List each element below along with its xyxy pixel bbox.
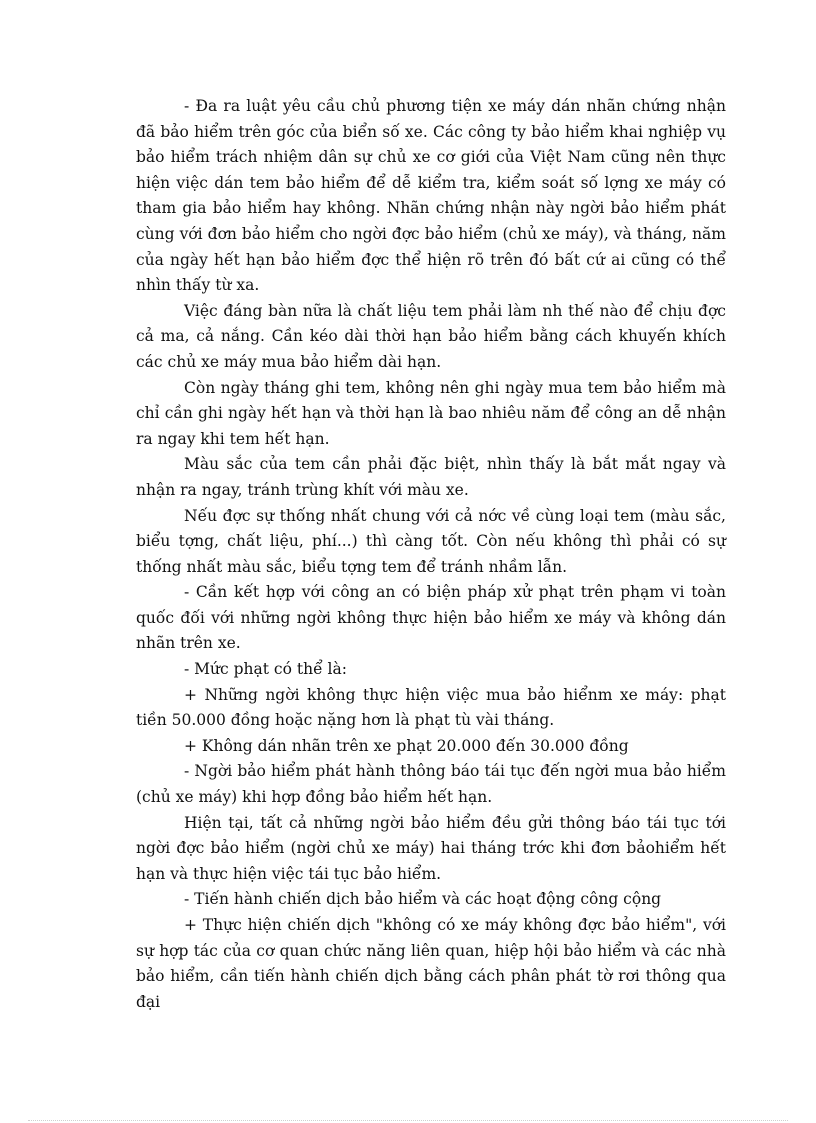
paragraph-national-uniformity: Nếu đợc sự thống nhất chung với cả nớc về cùng loại tem (màu sắc, biểu tợng, chất liệu, phí...) thì càng tốt. Còn nếu không thì phải có sự thống nhất màu sắc, biểu tợng tem để tránh nhầm lẫn. (136, 506, 726, 576)
paragraph-sticker-material: Việc đáng bàn nữa là chất liệu tem phải làm nh thế nào để chịu đợc cả ma, cả nắng. Cần kéo dài thời hạn bảo hiểm bằng cách khuyến khích các chủ xe máy mua bảo hiểm dài hạn. (136, 301, 726, 371)
paragraph-sticker-color: Màu sắc của tem cần phải đặc biệt, nhìn thấy là bắt mắt ngay và nhận ra ngay, tránh trùng khít với màu xe. (136, 455, 726, 499)
paragraph-penalty-intro: - Mức phạt có thể là: (184, 660, 347, 679)
paragraph-renewal-notice: - Ngời bảo hiểm phát hành thông báo tái tục đến ngời mua bảo hiểm (chủ xe máy) khi hợp đồng bảo hiểm hết hạn. (136, 762, 726, 807)
document-body (136, 94, 726, 1015)
paragraph-sticker-date: Còn ngày tháng ghi tem, không nên ghi ngày mua tem bảo hiểm mà chỉ cần ghi ngày hết hạn và thời hạn là bao nhiêu năm để công an dễ nhận ra ngay khi tem hết hạn. (136, 378, 726, 448)
paragraph-penalty-no-sticker: + Không dán nhãn trên xe phạt 20.000 đến 30.000 đồng (184, 736, 629, 755)
paragraph-campaign-detail: + Thực hiện chiến dịch "không có xe máy không đợc bảo hiểm", với sự hợp tác của cơ quan chức năng liên quan, hiệp hội bảo hiểm và các nhà bảo hiểm, cần tiến hành chiến dịch bằng cách phân phát tờ rơi thông qua đại (136, 916, 726, 1011)
page-bottom-divider (28, 1120, 788, 1121)
paragraph-campaign-intro: - Tiến hành chiến dịch bảo hiểm và các hoạt động công cộng (184, 890, 662, 909)
paragraph-sticker-law: - Đa ra luật yêu cầu chủ phương tiện xe máy dán nhãn chứng nhận đã bảo hiểm trên góc của biển số xe. Các công ty bảo hiểm khai nghiệp vụ bảo hiểm trách nhiệm dân sự chủ xe cơ giới của Việt Nam cũng nên thực hiện việc dán tem bảo hiểm để dễ kiểm tra, kiểm soát số lợng xe máy có tham gia bảo hiểm hay không. Nhãn chứng nhận này ngời bảo hiểm phát cùng với đơn bảo hiểm cho ngời đợc bảo hiểm (chủ xe máy), và tháng, năm của ngày hết hạn bảo hiểm đợc thể hiện rõ trên đó bất cứ ai cũng có thể nhìn thấy từ xa. (136, 97, 726, 295)
paragraph-police-cooperation: - Cần kết hợp với công an có biện pháp xử phạt trên phạm vi toàn quốc đối với những ngời không thực hiện bảo hiểm xe máy và không dán nhãn trên xe. (136, 583, 726, 653)
paragraph-renewal-current: Hiện tại, tất cả những ngời bảo hiểm đều gửi thông báo tái tục tới ngời đợc bảo hiểm (ngời chủ xe máy) hai tháng trớc khi đơn bảohiểm hết hạn và thực hiện việc tái tục bảo hiểm. (136, 813, 726, 883)
paragraph-penalty-no-insurance: + Những ngời không thực hiện việc mua bảo hiểnm xe máy: phạt tiền 50.000 đồng hoặc nặng hơn là phạt tù vài tháng. (136, 685, 726, 730)
